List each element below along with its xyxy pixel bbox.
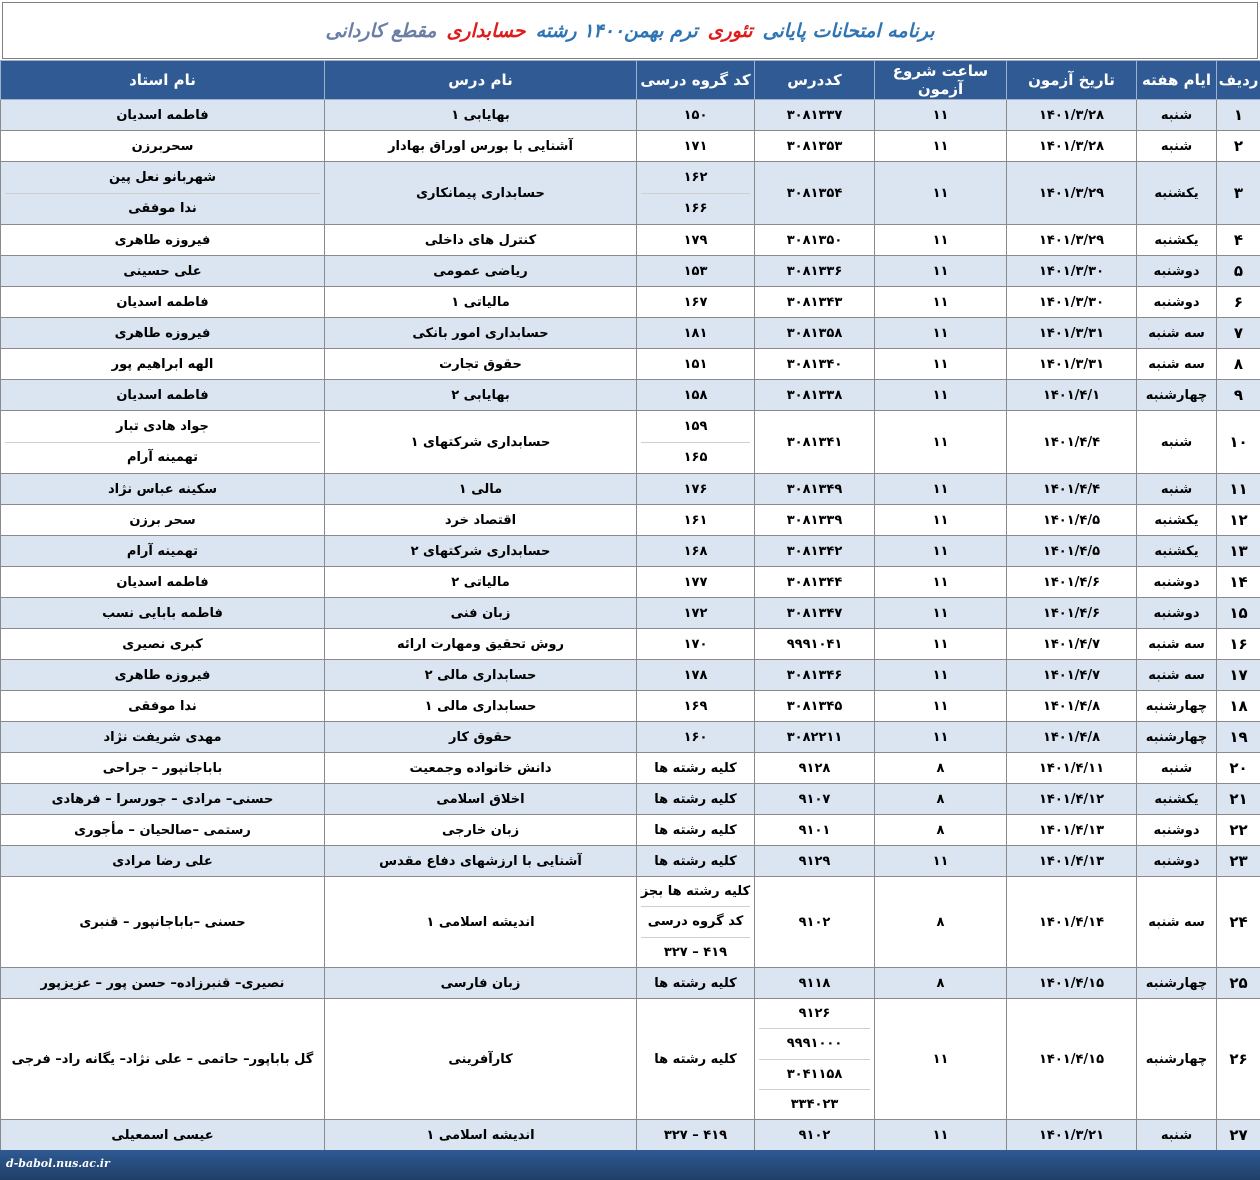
page-title <box>2 2 1258 59</box>
cell-group-code-line: ۱۶۲ <box>683 169 708 185</box>
cell-start-time: ۱۱ <box>875 380 1007 411</box>
cell-exam-date: ۱۴۰۱/۳/۲۹ <box>1007 162 1137 225</box>
cell-exam-date: ۱۴۰۱/۴/۵ <box>1007 505 1137 536</box>
cell-group-code: ۱۶۰ <box>637 722 755 753</box>
cell-group-code: ۱۷۱ <box>637 131 755 162</box>
cell-group-code: ۱۷۰ <box>637 629 755 660</box>
cell-course-code: ۹۱۰۲ <box>755 877 875 968</box>
cell-teacher: سحر برزن <box>1 505 325 536</box>
cell-start-time: ۱۱ <box>875 100 1007 131</box>
table-row <box>1 411 1260 474</box>
col-header-teacher: نام استاد <box>1 61 325 100</box>
col-header-time: ساعت شروع آزمون <box>875 61 1007 100</box>
table-row <box>1 256 1260 287</box>
cell-group-code: ۱۵۳ <box>637 256 755 287</box>
cell-teacher: فاطمه بابایی نسب <box>1 598 325 629</box>
cell-teacher-line: ندا موفقی <box>5 193 320 225</box>
cell-exam-date: ۱۴۰۱/۴/۶ <box>1007 567 1137 598</box>
cell-start-time: ۱۱ <box>875 629 1007 660</box>
cell-exam-date: ۱۴۰۱/۴/۱ <box>1007 380 1137 411</box>
cell-course-code: ۳۰۸۱۳۴۴ <box>755 567 875 598</box>
cell-row-number: ۹ <box>1217 380 1260 411</box>
cell-course-name: مالی ۱ <box>325 474 637 505</box>
cell-exam-date: ۱۴۰۱/۳/۳۱ <box>1007 318 1137 349</box>
table-row <box>1 100 1260 131</box>
table-header <box>1 61 1260 100</box>
cell-row-number: ۲۵ <box>1217 968 1260 999</box>
cell-start-time: ۸ <box>875 968 1007 999</box>
cell-start-time: ۱۱ <box>875 660 1007 691</box>
cell-group-code: ۱۷۷ <box>637 567 755 598</box>
cell-course-code: ۹۱۲۸ <box>755 753 875 784</box>
table-row <box>1 380 1260 411</box>
cell-start-time: ۱۱ <box>875 349 1007 380</box>
cell-start-time: ۱۱ <box>875 846 1007 877</box>
cell-group-code: ۱۷۲ <box>637 598 755 629</box>
table-row <box>1 784 1260 815</box>
table-row <box>1 567 1260 598</box>
cell-row-number: ۱۳ <box>1217 536 1260 567</box>
cell-course-code: ۳۰۸۱۳۳۷ <box>755 100 875 131</box>
cell-course-code: ۳۰۸۱۳۵۳ <box>755 131 875 162</box>
cell-weekday: یکشنبه <box>1137 536 1217 567</box>
cell-group-code <box>637 877 755 968</box>
cell-group-code: ۱۵۱ <box>637 349 755 380</box>
cell-exam-date: ۱۴۰۱/۴/۷ <box>1007 660 1137 691</box>
cell-row-number: ۲۴ <box>1217 877 1260 968</box>
cell-group-code: کلیه رشته ها <box>637 815 755 846</box>
cell-weekday: سه شنبه <box>1137 660 1217 691</box>
cell-exam-date: ۱۴۰۱/۴/۱۵ <box>1007 968 1137 999</box>
table-row <box>1 162 1260 225</box>
cell-weekday: یکشنبه <box>1137 505 1217 536</box>
col-header-no: ردیف <box>1217 61 1260 100</box>
cell-course-name: زبان خارجی <box>325 815 637 846</box>
cell-teacher: رستمی –صالحیان – مأجوری <box>1 815 325 846</box>
cell-weekday: یکشنبه <box>1137 162 1217 225</box>
cell-course-name: زبان فنی <box>325 598 637 629</box>
cell-group-code-line: ۱۶۶ <box>641 193 750 225</box>
cell-teacher: فاطمه اسدیان <box>1 380 325 411</box>
cell-start-time: ۱۱ <box>875 536 1007 567</box>
cell-group-code: ۱۶۷ <box>637 287 755 318</box>
cell-weekday: سه شنبه <box>1137 318 1217 349</box>
cell-exam-date: ۱۴۰۱/۴/۱۳ <box>1007 846 1137 877</box>
cell-teacher: ندا موفقی <box>1 691 325 722</box>
cell-exam-date: ۱۴۰۱/۳/۳۰ <box>1007 256 1137 287</box>
cell-course-name: آشنایی با ارزشهای دفاع مقدس <box>325 846 637 877</box>
cell-row-number: ۷ <box>1217 318 1260 349</box>
title-part-2: تئوری <box>707 19 753 42</box>
cell-group-code: ۱۵۸ <box>637 380 755 411</box>
cell-teacher: سکینه عباس نژاد <box>1 474 325 505</box>
cell-start-time: ۱۱ <box>875 691 1007 722</box>
cell-teacher: علی حسینی <box>1 256 325 287</box>
cell-course-code: ۹۱۰۱ <box>755 815 875 846</box>
cell-course-name: روش تحقیق ومهارت ارائه <box>325 629 637 660</box>
cell-group-code-line: کد گروه درسی <box>641 906 750 936</box>
cell-start-time: ۱۱ <box>875 1120 1007 1151</box>
cell-group-code-line: ۱۵۹ <box>683 418 708 434</box>
cell-start-time: ۸ <box>875 815 1007 846</box>
col-header-group: کد گروه درسی <box>637 61 755 100</box>
cell-weekday: چهارشنبه <box>1137 691 1217 722</box>
cell-group-code: کلیه رشته ها <box>637 846 755 877</box>
cell-weekday: دوشنبه <box>1137 287 1217 318</box>
cell-weekday: شنبه <box>1137 474 1217 505</box>
cell-course-name: اخلاق اسلامی <box>325 784 637 815</box>
table-row <box>1 131 1260 162</box>
cell-start-time: ۱۱ <box>875 474 1007 505</box>
cell-course-code: ۳۰۸۱۳۴۹ <box>755 474 875 505</box>
cell-row-number: ۸ <box>1217 349 1260 380</box>
cell-teacher: عیسی اسمعیلی <box>1 1120 325 1151</box>
cell-row-number: ۲۱ <box>1217 784 1260 815</box>
cell-teacher: مهدی شریفت نژاد <box>1 722 325 753</box>
cell-group-code: ۱۷۸ <box>637 660 755 691</box>
cell-course-code-line: ۳۰۴۱۱۵۸ <box>759 1059 870 1089</box>
cell-row-number: ۱۶ <box>1217 629 1260 660</box>
table-row <box>1 474 1260 505</box>
cell-row-number: ۱۸ <box>1217 691 1260 722</box>
cell-group-code: ۱۸۱ <box>637 318 755 349</box>
cell-course-name: مالیاتی ۲ <box>325 567 637 598</box>
cell-weekday: دوشنبه <box>1137 256 1217 287</box>
cell-row-number: ۱۲ <box>1217 505 1260 536</box>
cell-teacher: الهه ابراهیم پور <box>1 349 325 380</box>
table-row <box>1 660 1260 691</box>
cell-row-number: ۴ <box>1217 225 1260 256</box>
cell-exam-date: ۱۴۰۱/۴/۷ <box>1007 629 1137 660</box>
table-row <box>1 225 1260 256</box>
table-row <box>1 318 1260 349</box>
cell-start-time: ۱۱ <box>875 411 1007 474</box>
title-part-3: ترم بهمن۱۴۰۰ رشته <box>535 19 698 42</box>
cell-course-name: اندیشه اسلامی ۱ <box>325 1120 637 1151</box>
cell-group-code: ۱۷۹ <box>637 225 755 256</box>
cell-teacher: فاطمه اسدیان <box>1 100 325 131</box>
cell-group-code: کلیه رشته ها <box>637 784 755 815</box>
cell-exam-date: ۱۴۰۱/۴/۴ <box>1007 411 1137 474</box>
cell-course-name: دانش خانواده وجمعیت <box>325 753 637 784</box>
cell-start-time: ۱۱ <box>875 722 1007 753</box>
cell-exam-date: ۱۴۰۱/۴/۸ <box>1007 722 1137 753</box>
cell-course-code: ۳۰۸۱۳۵۴ <box>755 162 875 225</box>
cell-course-name: حقوق تجارت <box>325 349 637 380</box>
cell-exam-date: ۱۴۰۱/۴/۶ <box>1007 598 1137 629</box>
table-row <box>1 691 1260 722</box>
cell-course-name: حسابداری امور بانکی <box>325 318 637 349</box>
cell-weekday: شنبه <box>1137 1120 1217 1151</box>
table-row <box>1 722 1260 753</box>
cell-exam-date: ۱۴۰۱/۴/۱۱ <box>1007 753 1137 784</box>
table-body <box>1 100 1260 1151</box>
cell-weekday: چهارشنبه <box>1137 380 1217 411</box>
cell-course-code: ۹۱۲۹ <box>755 846 875 877</box>
exam-schedule <box>0 60 1260 1148</box>
cell-row-number: ۲۶ <box>1217 999 1260 1120</box>
cell-group-code: ۱۶۸ <box>637 536 755 567</box>
cell-teacher: سحربرزن <box>1 131 325 162</box>
table-row <box>1 815 1260 846</box>
footer-bar <box>0 1150 1260 1180</box>
cell-course-code: ۳۰۸۱۳۴۱ <box>755 411 875 474</box>
cell-teacher: کبری نصیری <box>1 629 325 660</box>
table-row <box>1 753 1260 784</box>
cell-weekday: دوشنبه <box>1137 598 1217 629</box>
cell-weekday: چهارشنبه <box>1137 968 1217 999</box>
cell-group-code: ۴۱۹ – ۳۲۷ <box>637 1120 755 1151</box>
col-header-day: ایام هفته <box>1137 61 1217 100</box>
table-row <box>1 505 1260 536</box>
cell-course-code: ۳۰۸۱۳۵۰ <box>755 225 875 256</box>
cell-teacher: باباجانپور – جراحی <box>1 753 325 784</box>
cell-teacher <box>1 411 325 474</box>
cell-start-time: ۱۱ <box>875 256 1007 287</box>
cell-course-code: ۳۰۸۱۳۴۷ <box>755 598 875 629</box>
cell-course-code: ۳۰۸۱۳۵۸ <box>755 318 875 349</box>
cell-group-code: کلیه رشته ها <box>637 968 755 999</box>
cell-exam-date: ۱۴۰۱/۴/۱۲ <box>1007 784 1137 815</box>
table-row <box>1 349 1260 380</box>
cell-exam-date: ۱۴۰۱/۳/۲۱ <box>1007 1120 1137 1151</box>
cell-exam-date: ۱۴۰۱/۳/۲۸ <box>1007 131 1137 162</box>
cell-start-time: ۸ <box>875 877 1007 968</box>
cell-course-name: حسابداری مالی ۱ <box>325 691 637 722</box>
exam-table <box>0 60 1260 1151</box>
cell-exam-date: ۱۴۰۱/۳/۲۸ <box>1007 100 1137 131</box>
cell-start-time: ۱۱ <box>875 225 1007 256</box>
cell-course-name: کنترل های داخلی <box>325 225 637 256</box>
title-part-5: مقطع کاردانی <box>325 19 437 42</box>
cell-exam-date: ۱۴۰۱/۴/۱۳ <box>1007 815 1137 846</box>
cell-teacher-line: شهربانو نعل پین <box>109 169 217 185</box>
cell-course-code: ۳۰۸۱۳۴۵ <box>755 691 875 722</box>
cell-exam-date: ۱۴۰۱/۳/۲۹ <box>1007 225 1137 256</box>
cell-course-code: ۹۱۱۸ <box>755 968 875 999</box>
cell-group-code: ۱۵۰ <box>637 100 755 131</box>
cell-start-time: ۸ <box>875 784 1007 815</box>
cell-weekday: یکشنبه <box>1137 225 1217 256</box>
cell-group-code: کلیه رشته ها <box>637 999 755 1120</box>
cell-course-code: ۳۰۸۱۳۴۰ <box>755 349 875 380</box>
cell-course-code: ۳۰۸۱۳۳۹ <box>755 505 875 536</box>
cell-course-code-line: ۹۹۹۱۰۰۰ <box>759 1028 870 1058</box>
cell-weekday: شنبه <box>1137 100 1217 131</box>
cell-exam-date: ۱۴۰۱/۳/۳۰ <box>1007 287 1137 318</box>
table-row <box>1 877 1260 968</box>
cell-course-code: ۳۰۸۱۳۳۶ <box>755 256 875 287</box>
table-row <box>1 629 1260 660</box>
cell-weekday: شنبه <box>1137 753 1217 784</box>
cell-course-code <box>755 999 875 1120</box>
cell-group-code: کلیه رشته ها <box>637 753 755 784</box>
cell-start-time: ۱۱ <box>875 162 1007 225</box>
cell-row-number: ۲۷ <box>1217 1120 1260 1151</box>
cell-course-name: ریاضی عمومی <box>325 256 637 287</box>
title-part-1: برنامه امتحانات پایانی <box>762 19 935 42</box>
cell-start-time: ۱۱ <box>875 567 1007 598</box>
table-row <box>1 1120 1260 1151</box>
cell-start-time: ۱۱ <box>875 131 1007 162</box>
cell-teacher: علی رضا مرادی <box>1 846 325 877</box>
cell-course-code: ۳۰۸۲۲۱۱ <box>755 722 875 753</box>
cell-group-code-line: ۴۱۹ – ۳۲۷ <box>641 937 750 967</box>
cell-start-time: ۱۱ <box>875 598 1007 629</box>
cell-course-code: ۳۰۸۱۳۴۲ <box>755 536 875 567</box>
cell-course-name: حسابداری شرکتهای ۲ <box>325 536 637 567</box>
cell-weekday: چهارشنبه <box>1137 999 1217 1120</box>
cell-exam-date: ۱۴۰۱/۴/۴ <box>1007 474 1137 505</box>
cell-teacher: حسنی –باباجانپور – قنبری <box>1 877 325 968</box>
cell-course-name: زبان فارسی <box>325 968 637 999</box>
table-row <box>1 968 1260 999</box>
cell-teacher: فیروزه طاهری <box>1 660 325 691</box>
cell-course-code: ۳۰۸۱۳۴۳ <box>755 287 875 318</box>
cell-row-number: ۱۷ <box>1217 660 1260 691</box>
table-row <box>1 598 1260 629</box>
cell-course-code: ۹۱۰۲ <box>755 1120 875 1151</box>
table-row <box>1 287 1260 318</box>
cell-row-number: ۲ <box>1217 131 1260 162</box>
cell-row-number: ۱۱ <box>1217 474 1260 505</box>
cell-group-code <box>637 411 755 474</box>
cell-exam-date: ۱۴۰۱/۴/۸ <box>1007 691 1137 722</box>
cell-row-number: ۳ <box>1217 162 1260 225</box>
title-part-4: حسابداری <box>446 19 526 42</box>
cell-course-name: حسابداری شرکتهای ۱ <box>325 411 637 474</box>
cell-start-time: ۱۱ <box>875 999 1007 1120</box>
cell-course-name: حسابداری پیمانکاری <box>325 162 637 225</box>
cell-start-time: ۱۱ <box>875 505 1007 536</box>
col-header-code: کددرس <box>755 61 875 100</box>
cell-row-number: ۱ <box>1217 100 1260 131</box>
cell-row-number: ۱۹ <box>1217 722 1260 753</box>
cell-teacher: حسنی– مرادی – جورسرا – فرهادی <box>1 784 325 815</box>
cell-course-name: مالیاتی ۱ <box>325 287 637 318</box>
cell-weekday: شنبه <box>1137 131 1217 162</box>
cell-course-name: حسابداری مالی ۲ <box>325 660 637 691</box>
cell-teacher-line: جواد هادی تبار <box>116 418 209 434</box>
cell-row-number: ۱۰ <box>1217 411 1260 474</box>
table-row <box>1 536 1260 567</box>
cell-course-name: آشنایی با بورس اوراق بهادار <box>325 131 637 162</box>
cell-teacher: تهمینه آرام <box>1 536 325 567</box>
col-header-date: تاریخ آزمون <box>1007 61 1137 100</box>
cell-row-number: ۶ <box>1217 287 1260 318</box>
cell-teacher: فیروزه طاهری <box>1 318 325 349</box>
cell-weekday: سه شنبه <box>1137 877 1217 968</box>
cell-weekday: دوشنبه <box>1137 567 1217 598</box>
cell-weekday: دوشنبه <box>1137 815 1217 846</box>
cell-group-code <box>637 162 755 225</box>
cell-exam-date: ۱۴۰۱/۴/۱۴ <box>1007 877 1137 968</box>
cell-course-name: اقتصاد خرد <box>325 505 637 536</box>
cell-exam-date: ۱۴۰۱/۳/۳۱ <box>1007 349 1137 380</box>
cell-group-code-line: کلیه رشته ها بجز <box>640 884 751 900</box>
cell-weekday: چهارشنبه <box>1137 722 1217 753</box>
cell-row-number: ۲۰ <box>1217 753 1260 784</box>
cell-teacher: گل باباپور– حاتمی – علی نژاد– یگانه راد– فرجی <box>1 999 325 1120</box>
cell-course-name: اندیشه اسلامی ۱ <box>325 877 637 968</box>
cell-row-number: ۲۲ <box>1217 815 1260 846</box>
cell-course-code-line: ۳۳۴۰۲۳ <box>759 1089 870 1119</box>
cell-start-time: ۸ <box>875 753 1007 784</box>
cell-weekday: دوشنبه <box>1137 846 1217 877</box>
cell-group-code: ۱۶۹ <box>637 691 755 722</box>
cell-teacher: نصیری– قنبرزاده– حسن پور – عزیزپور <box>1 968 325 999</box>
cell-teacher-line: تهمینه آرام <box>5 442 320 474</box>
cell-course-name: بهایابی ۱ <box>325 100 637 131</box>
cell-teacher: فیروزه طاهری <box>1 225 325 256</box>
cell-exam-date: ۱۴۰۱/۴/۱۵ <box>1007 999 1137 1120</box>
table-row <box>1 999 1260 1120</box>
cell-course-name: بهایابی ۲ <box>325 380 637 411</box>
cell-course-code: ۹۹۹۱۰۴۱ <box>755 629 875 660</box>
cell-weekday: سه شنبه <box>1137 349 1217 380</box>
cell-exam-date: ۱۴۰۱/۴/۵ <box>1007 536 1137 567</box>
table-row <box>1 846 1260 877</box>
col-header-course: نام درس <box>325 61 637 100</box>
cell-weekday: شنبه <box>1137 411 1217 474</box>
cell-weekday: سه شنبه <box>1137 629 1217 660</box>
cell-course-name: حقوق کار <box>325 722 637 753</box>
footer-site-label: d-babol.nus.ac.ir <box>6 1157 110 1170</box>
cell-row-number: ۲۳ <box>1217 846 1260 877</box>
cell-row-number: ۱۴ <box>1217 567 1260 598</box>
cell-teacher <box>1 162 325 225</box>
cell-weekday: یکشنبه <box>1137 784 1217 815</box>
cell-course-code: ۳۰۸۱۳۳۸ <box>755 380 875 411</box>
cell-course-name: کارآفرینی <box>325 999 637 1120</box>
cell-start-time: ۱۱ <box>875 287 1007 318</box>
cell-course-code: ۹۱۰۷ <box>755 784 875 815</box>
cell-course-code: ۳۰۸۱۳۴۶ <box>755 660 875 691</box>
cell-group-code: ۱۶۱ <box>637 505 755 536</box>
cell-group-code-line: ۱۶۵ <box>641 442 750 474</box>
cell-course-code-line: ۹۱۲۶ <box>798 1006 831 1022</box>
cell-group-code: ۱۷۶ <box>637 474 755 505</box>
cell-teacher: فاطمه اسدیان <box>1 567 325 598</box>
cell-teacher: فاطمه اسدیان <box>1 287 325 318</box>
cell-row-number: ۱۵ <box>1217 598 1260 629</box>
cell-start-time: ۱۱ <box>875 318 1007 349</box>
cell-row-number: ۵ <box>1217 256 1260 287</box>
